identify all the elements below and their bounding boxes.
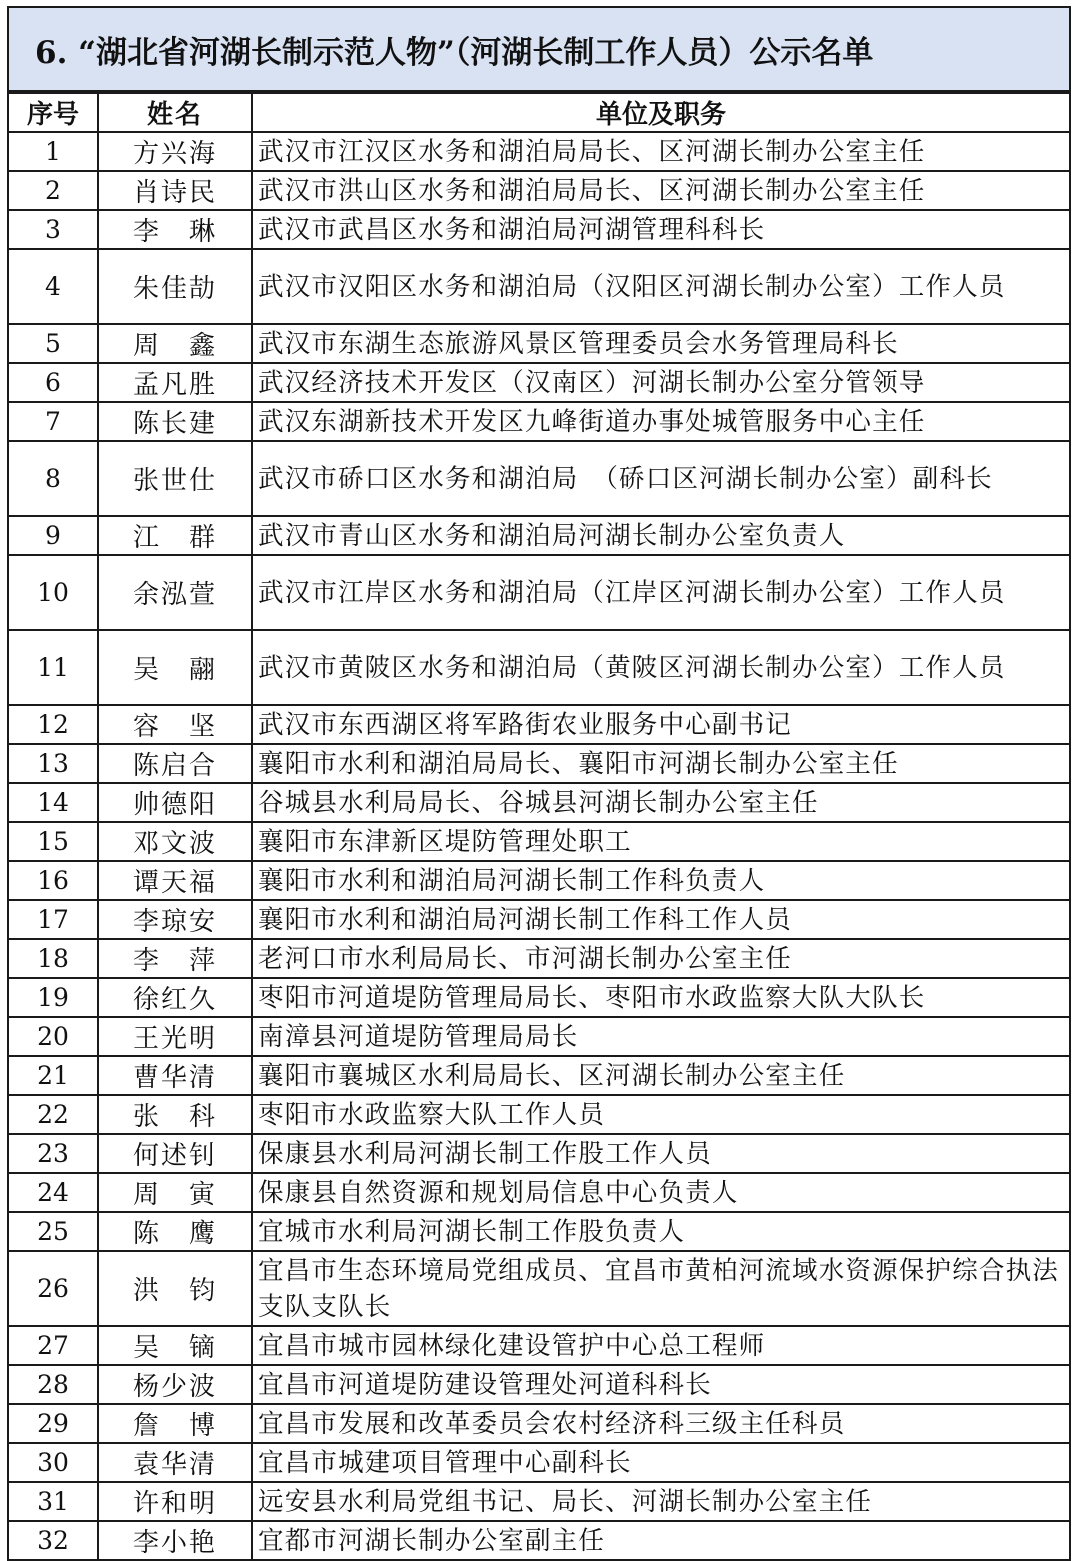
row-serial: 1 (8, 132, 98, 171)
row-serial: 12 (8, 705, 98, 744)
row-unit-position: 枣阳市水政监察大队工作人员 (252, 1095, 1070, 1134)
row-unit-position: 枣阳市河道堤防管理局局长、枣阳市水政监察大队大队长 (252, 978, 1070, 1017)
row-name: 容 坚 (98, 705, 252, 744)
row-unit-position: 襄阳市水利和湖泊局河湖长制工作科工作人员 (252, 900, 1070, 939)
row-name: 肖诗民 (98, 171, 252, 210)
row-name: 袁华清 (98, 1443, 252, 1482)
row-serial: 8 (8, 441, 98, 516)
table-row (8, 1326, 1070, 1365)
row-serial: 29 (8, 1404, 98, 1443)
row-name: 詹 博 (98, 1404, 252, 1443)
row-name: 王光明 (98, 1017, 252, 1056)
table-row (8, 978, 1070, 1017)
row-serial: 19 (8, 978, 98, 1017)
row-unit-position: 襄阳市东津新区堤防管理处职工 (252, 822, 1070, 861)
row-serial: 14 (8, 783, 98, 822)
row-unit-position: 宜都市河湖长制办公室副主任 (252, 1521, 1070, 1560)
row-serial: 6 (8, 363, 98, 402)
row-serial: 21 (8, 1056, 98, 1095)
row-name: 洪 钧 (98, 1251, 252, 1326)
row-name: 李 萍 (98, 939, 252, 978)
row-serial: 11 (8, 630, 98, 705)
table-row (8, 705, 1070, 744)
row-name: 何述钊 (98, 1134, 252, 1173)
row-unit-position: 宜昌市城市园林绿化建设管护中心总工程师 (252, 1326, 1070, 1365)
row-unit-position: 保康县水利局河湖长制工作股工作人员 (252, 1134, 1070, 1173)
row-name: 曹华清 (98, 1056, 252, 1095)
row-unit-position: 宜昌市城建项目管理中心副科长 (252, 1443, 1070, 1482)
table-row (8, 441, 1070, 516)
table-row (8, 324, 1070, 363)
row-unit-position: 武汉市汉阳区水务和湖泊局（汉阳区河湖长制办公室）工作人员 (252, 249, 1070, 324)
table-row (8, 171, 1070, 210)
row-serial: 32 (8, 1521, 98, 1560)
row-unit-position: 武汉东湖新技术开发区九峰街道办事处城管服务中心主任 (252, 402, 1070, 441)
table-row (8, 555, 1070, 630)
row-serial: 15 (8, 822, 98, 861)
row-serial: 10 (8, 555, 98, 630)
table-row (8, 939, 1070, 978)
table-row (8, 132, 1070, 171)
row-unit-position: 武汉市硚口区水务和湖泊局 （硚口区河湖长制办公室）副科长 (252, 441, 1070, 516)
row-serial: 4 (8, 249, 98, 324)
row-name: 孟凡胜 (98, 363, 252, 402)
table-header-row (8, 93, 1070, 132)
row-unit-position: 襄阳市水利和湖泊局河湖长制工作科负责人 (252, 861, 1070, 900)
row-unit-position: 襄阳市水利和湖泊局局长、襄阳市河湖长制办公室主任 (252, 744, 1070, 783)
header-name: 姓名 (98, 93, 252, 132)
row-serial: 25 (8, 1212, 98, 1251)
row-unit-position: 宜昌市发展和改革委员会农村经济科三级主任科员 (252, 1404, 1070, 1443)
row-name: 许和明 (98, 1482, 252, 1521)
row-unit-position: 武汉市武昌区水务和湖泊局河湖管理科科长 (252, 210, 1070, 249)
row-name: 李小艳 (98, 1521, 252, 1560)
row-serial: 27 (8, 1326, 98, 1365)
row-serial: 22 (8, 1095, 98, 1134)
row-unit-position: 老河口市水利局局长、市河湖长制办公室主任 (252, 939, 1070, 978)
table-row (8, 861, 1070, 900)
table-row (8, 1404, 1070, 1443)
row-name: 方兴海 (98, 132, 252, 171)
table-row (8, 1017, 1070, 1056)
row-name: 江 群 (98, 516, 252, 555)
table-row (8, 1212, 1070, 1251)
row-unit-position: 武汉市青山区水务和湖泊局河湖长制办公室负责人 (252, 516, 1070, 555)
row-name: 吴 翮 (98, 630, 252, 705)
row-unit-position: 武汉市江岸区水务和湖泊局（江岸区河湖长制办公室）工作人员 (252, 555, 1070, 630)
row-serial: 13 (8, 744, 98, 783)
row-name: 张 科 (98, 1095, 252, 1134)
row-unit-position: 武汉市洪山区水务和湖泊局局长、区河湖长制办公室主任 (252, 171, 1070, 210)
row-serial: 17 (8, 900, 98, 939)
row-name: 谭天福 (98, 861, 252, 900)
row-unit-position: 南漳县河道堤防管理局局长 (252, 1017, 1070, 1056)
row-unit-position: 宜城市水利局河湖长制工作股负责人 (252, 1212, 1070, 1251)
row-unit-position: 保康县自然资源和规划局信息中心负责人 (252, 1173, 1070, 1212)
roster-table (7, 92, 1071, 1561)
table-row (8, 1482, 1070, 1521)
table-row (8, 900, 1070, 939)
row-name: 李 琳 (98, 210, 252, 249)
table-row (8, 822, 1070, 861)
row-serial: 3 (8, 210, 98, 249)
row-unit-position: 远安县水利局党组书记、局长、河湖长制办公室主任 (252, 1482, 1070, 1521)
table-row (8, 1056, 1070, 1095)
row-unit-position: 宜昌市河道堤防建设管理处河道科科长 (252, 1365, 1070, 1404)
row-unit-position: 武汉市黄陂区水务和湖泊局（黄陂区河湖长制办公室）工作人员 (252, 630, 1070, 705)
row-name: 徐红久 (98, 978, 252, 1017)
header-unit-position: 单位及职务 (252, 93, 1070, 132)
row-unit-position: 襄阳市襄城区水利局局长、区河湖长制办公室主任 (252, 1056, 1070, 1095)
row-name: 陈长建 (98, 402, 252, 441)
row-serial: 28 (8, 1365, 98, 1404)
header-serial: 序号 (8, 93, 98, 132)
table-row (8, 210, 1070, 249)
row-name: 朱佳劼 (98, 249, 252, 324)
row-serial: 31 (8, 1482, 98, 1521)
row-serial: 5 (8, 324, 98, 363)
table-row (8, 363, 1070, 402)
table-row (8, 1251, 1070, 1326)
table-row (8, 1095, 1070, 1134)
table-row (8, 516, 1070, 555)
row-name: 张世仕 (98, 441, 252, 516)
table-row (8, 783, 1070, 822)
row-serial: 24 (8, 1173, 98, 1212)
row-name: 吴 镝 (98, 1326, 252, 1365)
row-serial: 7 (8, 402, 98, 441)
table-body (8, 132, 1070, 1560)
row-unit-position: 武汉市东湖生态旅游风景区管理委员会水务管理局科长 (252, 324, 1070, 363)
row-serial: 26 (8, 1251, 98, 1326)
table-row (8, 1365, 1070, 1404)
table-row (8, 1134, 1070, 1173)
row-unit-position: 宜昌市生态环境局党组成员、宜昌市黄柏河流域水资源保护综合执法支队支队长 (252, 1251, 1070, 1326)
row-serial: 18 (8, 939, 98, 978)
row-name: 周 寅 (98, 1173, 252, 1212)
row-serial: 2 (8, 171, 98, 210)
row-name: 陈 鹰 (98, 1212, 252, 1251)
row-serial: 9 (8, 516, 98, 555)
table-row (8, 402, 1070, 441)
row-name: 余泓萱 (98, 555, 252, 630)
row-name: 李琼安 (98, 900, 252, 939)
table-row (8, 744, 1070, 783)
row-unit-position: 武汉市东西湖区将军路街农业服务中心副书记 (252, 705, 1070, 744)
table-row (8, 1443, 1070, 1482)
row-name: 杨少波 (98, 1365, 252, 1404)
table-row (8, 1173, 1070, 1212)
row-name: 陈启合 (98, 744, 252, 783)
row-serial: 23 (8, 1134, 98, 1173)
row-name: 周 鑫 (98, 324, 252, 363)
row-name: 邓文波 (98, 822, 252, 861)
row-serial: 20 (8, 1017, 98, 1056)
document-sheet (7, 6, 1071, 1561)
row-unit-position: 武汉市江汉区水务和湖泊局局长、区河湖长制办公室主任 (252, 132, 1070, 171)
table-row (8, 630, 1070, 705)
row-serial: 16 (8, 861, 98, 900)
table-row (8, 249, 1070, 324)
table-row (8, 1521, 1070, 1560)
row-unit-position: 谷城县水利局局长、谷城县河湖长制办公室主任 (252, 783, 1070, 822)
row-name: 帅德阳 (98, 783, 252, 822)
row-serial: 30 (8, 1443, 98, 1482)
row-unit-position: 武汉经济技术开发区（汉南区）河湖长制办公室分管领导 (252, 363, 1070, 402)
page-title: 6. “湖北省河湖长制示范人物”（河湖长制工作人员）公示名单 (7, 6, 1071, 92)
